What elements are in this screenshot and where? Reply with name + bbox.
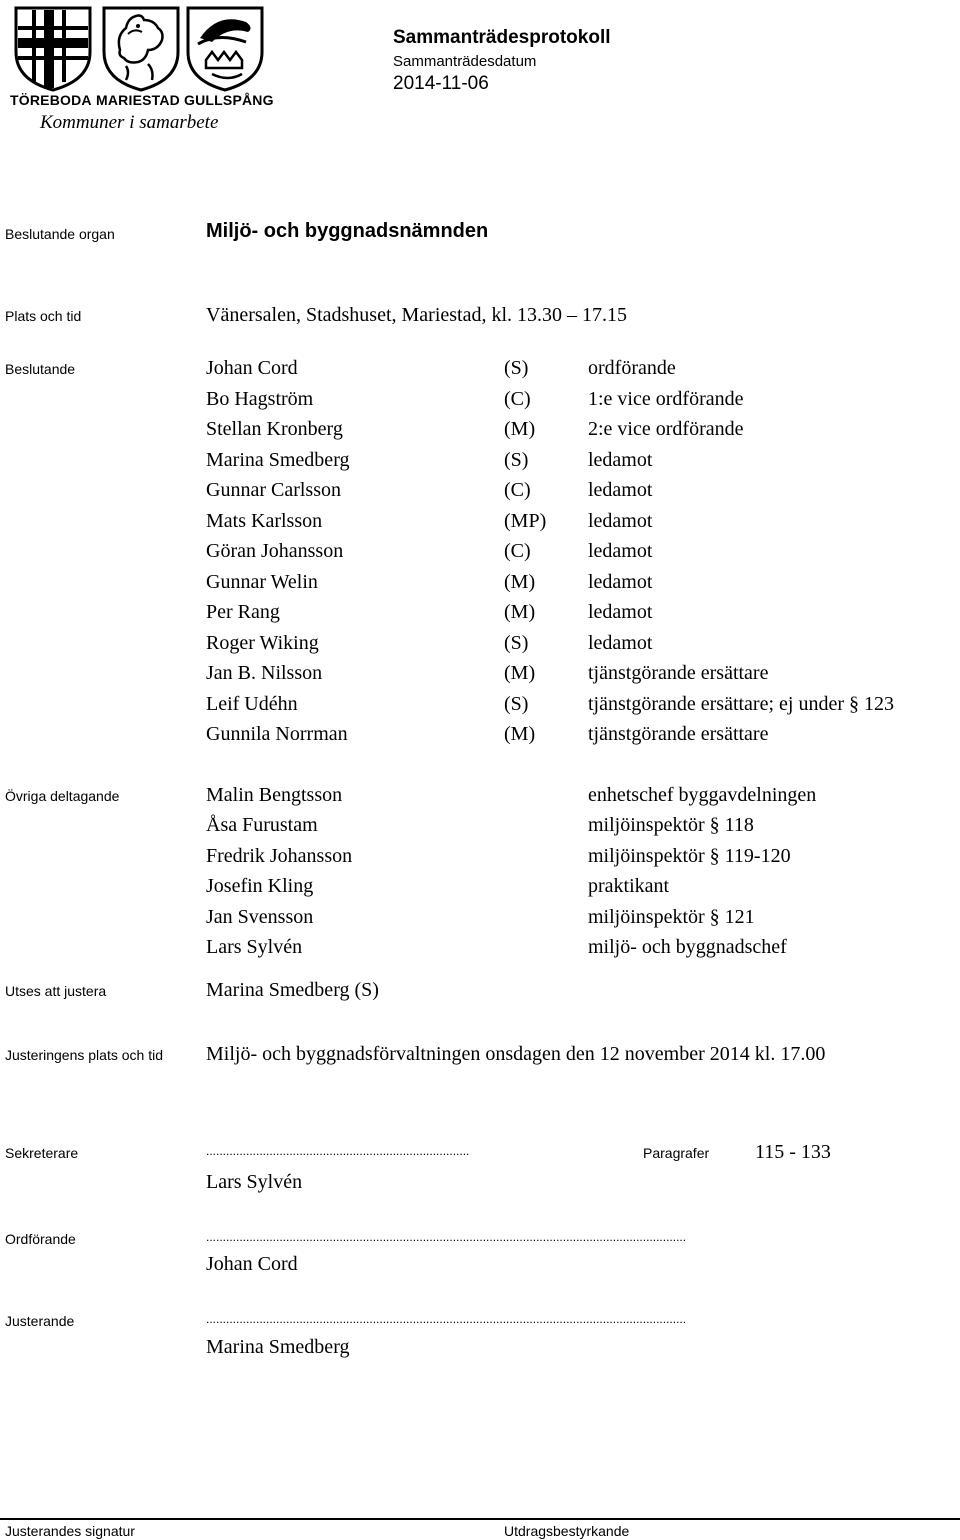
decider-name: Per Rang — [206, 601, 280, 623]
participant-name: Jan Svensson — [206, 905, 314, 928]
decider-name: Gunnar Carlsson — [206, 479, 341, 501]
gullspang-shield-icon — [188, 8, 262, 90]
participant-name: Malin Bengtsson — [206, 784, 343, 806]
logo-name-mariestad: MARIESTAD — [96, 92, 180, 108]
decider-name: Göran Johansson — [206, 540, 344, 562]
decider-party: (M) — [504, 723, 536, 745]
decider-role: ledamot — [588, 448, 653, 471]
decider-party: (C) — [504, 479, 531, 501]
decider-name: Stellan Kronberg — [206, 418, 343, 440]
decider-party: (C) — [504, 540, 531, 562]
participant-name: Åsa Furustam — [206, 814, 318, 837]
decider-name: Johan Cord — [206, 357, 298, 379]
footer-rule — [0, 1518, 960, 1520]
decider-party: (M) — [504, 662, 536, 684]
coat-of-arms-icons — [8, 4, 264, 92]
decider-role: ledamot — [588, 509, 653, 532]
decider-name: Marina Smedberg — [206, 448, 350, 471]
place-value: Vänersalen, Stadshuset, Mariestad, kl. 13.30 – 17.15 — [206, 304, 628, 326]
footer-left-label: Justerandes signatur — [5, 1523, 135, 1539]
others-label: Övriga deltagande — [5, 788, 120, 804]
adjust-value: Marina Smedberg (S) — [206, 979, 379, 1001]
decider-party: (M) — [504, 570, 536, 593]
decider-role: 1:e vice ordförande — [588, 387, 744, 410]
secretary-name: Lars Sylvén — [206, 1171, 303, 1193]
decider-name: Mats Karlsson — [206, 509, 323, 532]
decider-name: Leif Udéhn — [206, 692, 298, 715]
decider-role: ordförande — [588, 357, 676, 379]
decider-party: (S) — [504, 631, 529, 654]
decider-name: Jan B. Nilsson — [206, 662, 323, 684]
document-title: Sammanträdesprotokoll — [393, 27, 611, 48]
adjuster-label: Justerande — [5, 1313, 75, 1329]
decider-party: (S) — [504, 357, 529, 379]
decider-role: ledamot — [588, 540, 653, 562]
organ-label: Beslutande organ — [5, 226, 115, 242]
decider-name: Gunnar Welin — [206, 570, 318, 593]
participant-role: miljöinspektör § 118 — [588, 814, 754, 837]
logo-name-gullspang: GULLSPÅNG — [184, 92, 274, 108]
chair-signature-line: ................................................................................................................................................ — [206, 1230, 687, 1244]
meeting-date: 2014-11-06 — [393, 73, 489, 94]
adjust-place-value: Miljö- och byggnadsförvaltningen onsdagen den 12 november 2014 kl. 17.00 — [206, 1043, 826, 1065]
participant-role: miljöinspektör § 119-120 — [588, 844, 791, 867]
chair-label: Ordförande — [5, 1231, 76, 1247]
participant-role: praktikant — [588, 875, 670, 898]
decider-role: tjänstgörande ersättare — [588, 662, 769, 684]
decider-party: (S) — [504, 692, 529, 715]
adjuster-signature-line: ................................................................................................................................................ — [206, 1312, 687, 1326]
paragraphs-value: 115 - 133 — [755, 1141, 831, 1163]
participant-name: Fredrik Johansson — [206, 844, 353, 867]
decider-role: ledamot — [588, 601, 653, 623]
participant-role: miljöinspektör § 121 — [588, 905, 755, 928]
adjust-label: Utses att justera — [5, 983, 107, 999]
footer-right-label: Utdragsbestyrkande — [504, 1523, 630, 1539]
decider-name: Bo Hagström — [206, 387, 314, 410]
decider-role: 2:e vice ordförande — [588, 418, 744, 440]
organ-value: Miljö- och byggnadsnämnden — [206, 220, 489, 242]
decider-role: tjänstgörande ersättare — [588, 723, 769, 745]
place-label: Plats och tid — [5, 308, 82, 324]
secretary-label: Sekreterare — [5, 1145, 79, 1161]
logo-tagline: Kommuner i samarbete — [40, 112, 219, 133]
decider-party: (M) — [504, 601, 536, 623]
participant-name: Lars Sylvén — [206, 936, 303, 958]
decider-role: ledamot — [588, 631, 653, 654]
decider-role: tjänstgörande ersättare; ej under § 123 — [588, 692, 894, 715]
participant-role: enhetschef byggavdelningen — [588, 784, 817, 806]
decider-name: Gunnila Norrman — [206, 723, 348, 745]
mariestad-shield-icon — [104, 8, 178, 90]
chair-name: Johan Cord — [206, 1253, 298, 1275]
logo-name-toreboda: TÖREBODA — [10, 92, 92, 108]
toreboda-shield-icon — [16, 8, 90, 90]
decider-party: (MP) — [504, 509, 547, 532]
decider-party: (M) — [504, 418, 536, 440]
participant-role: miljö- och byggnadschef — [588, 936, 787, 958]
adjuster-name: Marina Smedberg — [206, 1336, 350, 1358]
participant-name: Josefin Kling — [206, 875, 314, 898]
paragraphs-label: Paragrafer — [643, 1145, 710, 1161]
decider-role: ledamot — [588, 570, 653, 593]
decider-role: ledamot — [588, 479, 653, 501]
logo — [8, 4, 274, 133]
adjust-place-label: Justeringens plats och tid — [5, 1047, 163, 1063]
deciders-label: Beslutande — [5, 361, 76, 377]
meeting-date-label: Sammanträdesdatum — [393, 53, 537, 70]
secretary-signature-line: ............................................................................... — [206, 1144, 470, 1158]
decider-party: (S) — [504, 448, 529, 471]
decider-name: Roger Wiking — [206, 631, 319, 654]
decider-party: (C) — [504, 387, 531, 410]
